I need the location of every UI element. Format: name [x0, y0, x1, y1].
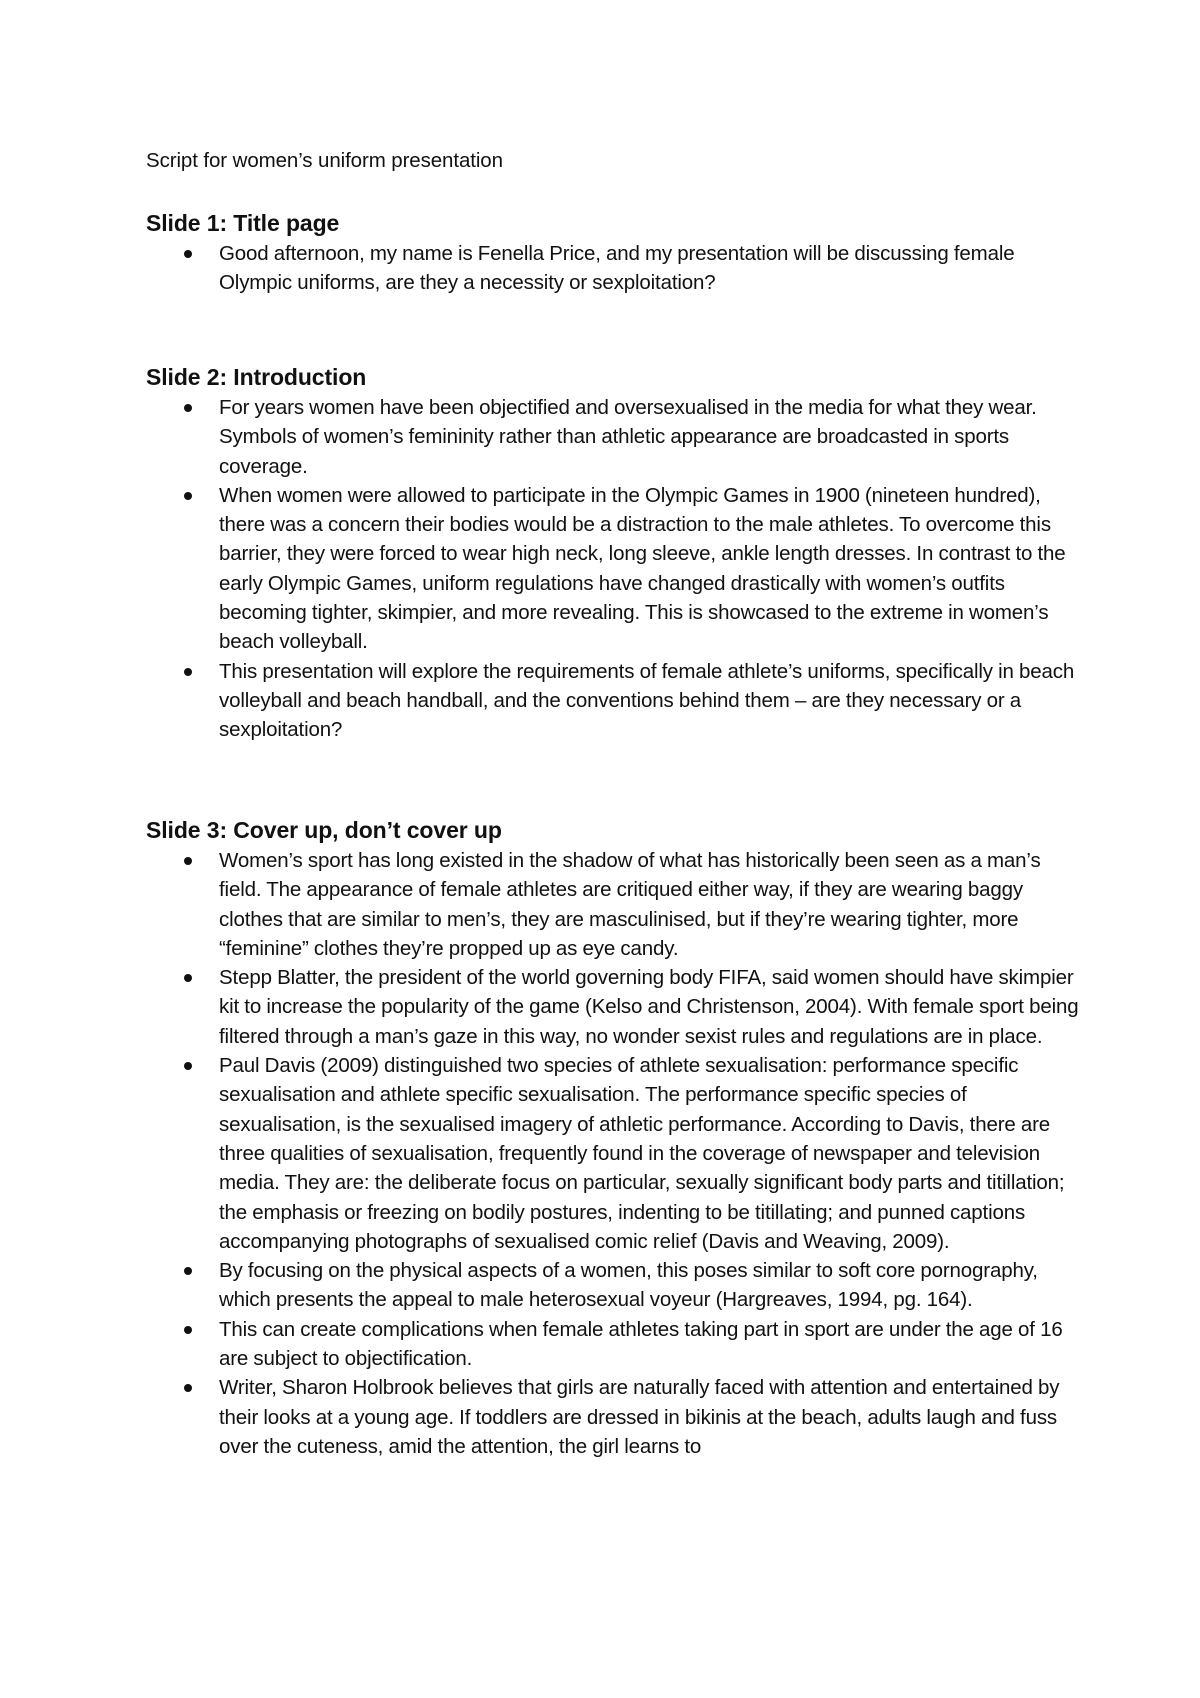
slide-3-heading: Slide 3: Cover up, don’t cover up: [146, 817, 502, 843]
bullet-icon: [184, 1384, 192, 1392]
bullet-item: [146, 846, 1086, 963]
slide-3-section: [146, 815, 1086, 1461]
bullet-icon: [184, 250, 192, 258]
slide-3-bullet-list: [146, 846, 1086, 1461]
document-title: Script for women’s uniform presentation: [146, 149, 503, 172]
bullet-icon: [184, 1267, 192, 1275]
bullet-icon: [184, 668, 192, 676]
slide-1-heading: Slide 1: Title page: [146, 210, 340, 236]
bullet-icon: [184, 1062, 192, 1070]
bullet-icon: [184, 404, 192, 412]
bullet-text: Paul Davis (2009) distinguished two species of athlete sexualisation: performance specific sexualisation and athlete specific sexualisation. The performance specific species of sexualisation, is the sexualised imagery of athletic performance. According to Davis, there are three qualities of sexualisation, frequently found in the coverage of newspaper and television media. They are: the deliberate focus on particular, sexually significant body parts and titillation; the emphasis or freezing on bodily postures, indenting to be titillating; and punned captions accompanying photographs of sexualised comic relief (Davis and Weaving, 2009).: [219, 1054, 1065, 1253]
bullet-text: This can create complications when female athletes taking part in sport are under the age of 16 are subject to objectification.: [219, 1317, 1063, 1371]
bullet-text: Women’s sport has long existed in the shadow of what has historically been seen as a man’s field. The appearance of female athletes are critiqued either way, if they are wearing baggy clothes that are similar to men’s, they are masculinised, but if they’re wearing tighter, more “feminine” clothes they’re propped up as eye candy.: [219, 849, 1041, 960]
slide-2-heading: Slide 2: Introduction: [146, 364, 367, 390]
bullet-item: [146, 963, 1086, 1051]
bullet-text: Good afternoon, my name is Fenella Price, and my presentation will be discussing female Olympic uniforms, are they a necessity or sexploitation?: [219, 242, 1015, 295]
bullet-text: For years women have been objectified and oversexualised in the media for what they wear. Symbols of women’s femininity rather than athletic appearance are broadcasted in sports coverage.: [219, 396, 1037, 478]
bullet-item: [146, 393, 1086, 481]
bullet-icon: [184, 492, 192, 500]
bullet-text: This presentation will explore the requirements of female athlete’s uniforms, specifically in beach volleyball and beach handball, and the conventions behind them – are they necessary or a sexploitation?: [219, 659, 1075, 742]
slide-1-section: [146, 208, 1086, 298]
bullet-item: [146, 1315, 1086, 1374]
bullet-item: [146, 1373, 1086, 1461]
slide-2-bullet-list: [146, 393, 1086, 745]
bullet-text: Stepp Blatter, the president of the world governing body FIFA, said women should have skimpier kit to increase the popularity of the game (Kelso and Christenson, 2004). With female sport being filtered through a man’s gaze in this way, no wonder sexist rules and regulations are in place.: [219, 966, 1079, 1048]
slide-2-section: [146, 362, 1086, 745]
bullet-text: By focusing on the physical aspects of a women, this poses similar to soft core pornography, which presents the appeal to male heterosexual voyeur (Hargreaves, 1994, pg. 164).: [219, 1259, 1038, 1312]
bullet-item: [146, 239, 1086, 298]
bullet-icon: [184, 1326, 192, 1334]
bullet-text: Writer, Sharon Holbrook believes that girls are naturally faced with attention and entertained by their looks at a young age. If toddlers are dressed in bikinis at the beach, adults laugh and fuss over the cuteness, amid the attention, the girl learns to: [219, 1376, 1060, 1458]
bullet-item: [146, 481, 1086, 657]
bullet-item: [146, 657, 1086, 745]
bullet-icon: [184, 857, 192, 865]
bullet-item: [146, 1256, 1086, 1315]
bullet-item: [146, 1051, 1086, 1256]
slide-1-bullet-list: [146, 239, 1086, 298]
bullet-icon: [184, 974, 192, 982]
bullet-text: When women were allowed to participate in the Olympic Games in 1900 (nineteen hundred), there was a concern their bodies would be a distraction to the male athletes. To overcome this barrier, they were forced to wear high neck, long sleeve, ankle length dresses. In contrast to the early Olympic Games, uniform regulations have changed drastically with women’s outfits becoming tighter, skimpier, and more revealing. This is showcased to the extreme in women’s beach volleyball.: [219, 483, 1066, 654]
